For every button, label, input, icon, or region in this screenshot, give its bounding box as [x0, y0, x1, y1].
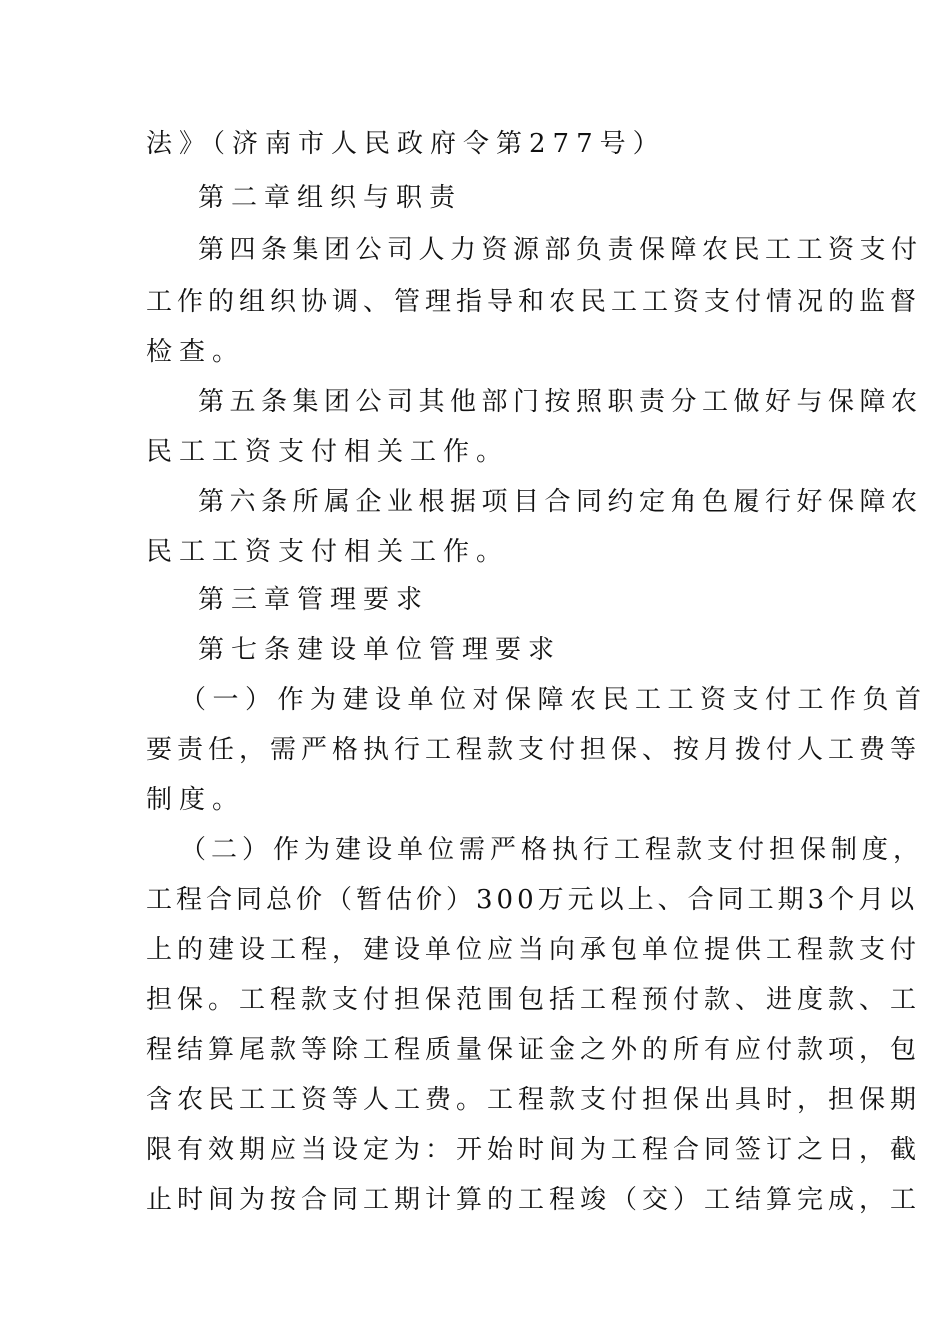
item-2-line-3: 上的建设工程，建设单位应当向承包单位提供工程款支付	[146, 935, 922, 965]
article-4-line-1: 第四条集团公司人力资源部负责保障农民工工资支付	[198, 235, 923, 265]
item-2-line-6: 含农民工工资等人工费。工程款支付担保出具时，担保期	[146, 1085, 922, 1115]
item-1-line-2: 要责任，需严格执行工程款支付担保、按月拨付人工费等	[146, 735, 922, 765]
article-4-line-2: 工作的组织协调、管理指导和农民工工资支付情况的监督	[146, 287, 922, 317]
article-4-line-3: 检查。	[146, 337, 246, 367]
item-2-line-1: （二）作为建设单位需严格执行工程款支付担保制度，	[180, 835, 925, 865]
item-2-line-8: 止时间为按合同工期计算的工程竣（交）工结算完成，工	[146, 1185, 922, 1215]
article-6-line-2: 民工工资支付相关工作。	[146, 537, 510, 567]
item-2-line-7: 限有效期应当设定为：开始时间为工程合同签订之日，截	[146, 1135, 922, 1165]
item-2-line-5: 程结算尾款等除工程质量保证金之外的所有应付款项，包	[146, 1035, 922, 1065]
article-7-heading: 第七条建设单位管理要求	[198, 635, 562, 665]
article-5-line-2: 民工工资支付相关工作。	[146, 437, 510, 467]
item-2-line-4: 担保。工程款支付担保范围包括工程预付款、进度款、工	[146, 985, 922, 1015]
text-line-law-citation: 法》（济南市人民政府令第277号）	[146, 129, 666, 159]
item-2-line-2: 工程合同总价（暂估价）300万元以上、合同工期3个月以	[146, 885, 919, 915]
article-6-line-1: 第六条所属企业根据项目合同约定角色履行好保障农	[198, 487, 923, 517]
article-5-line-1: 第五条集团公司其他部门按照职责分工做好与保障农	[198, 387, 923, 417]
chapter-heading-3: 第三章管理要求	[198, 585, 430, 615]
chapter-heading-2: 第二章组织与职责	[198, 183, 463, 213]
item-1-line-1: （一）作为建设单位对保障农民工工资支付工作负首	[180, 685, 928, 715]
item-1-line-3: 制度。	[146, 785, 246, 815]
